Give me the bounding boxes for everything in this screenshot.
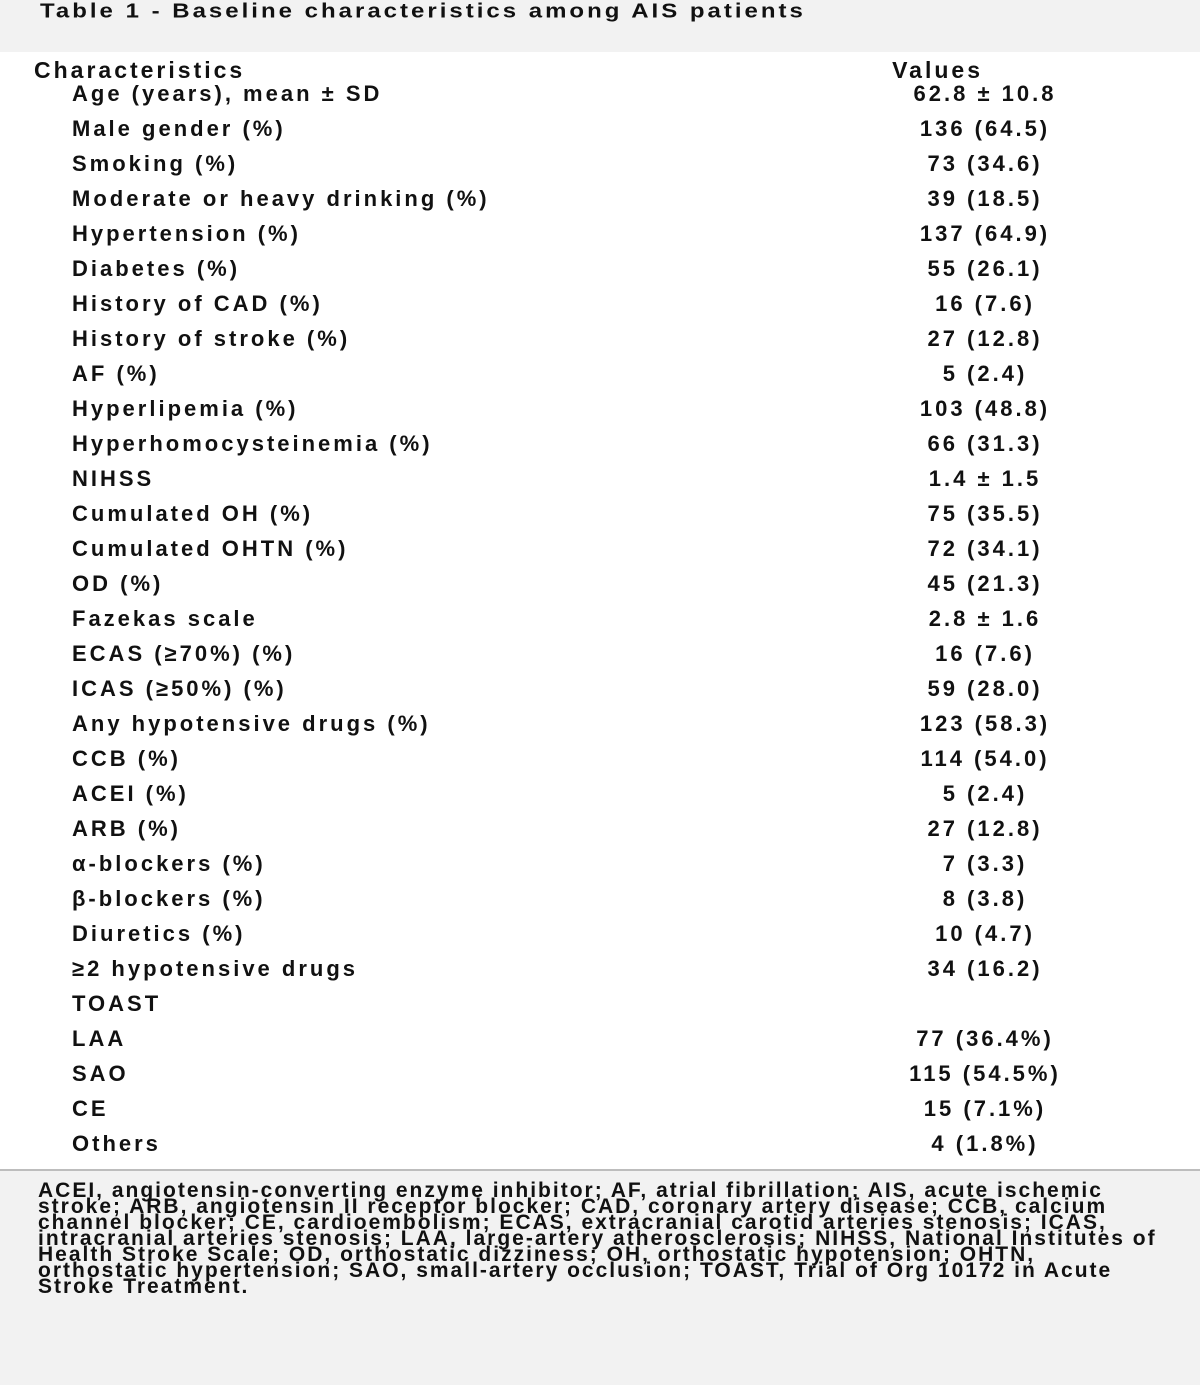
row-label: Diuretics (%) (72, 921, 246, 946)
table-row (0, 741, 1200, 776)
row-label: α-blockers (%) (72, 851, 266, 876)
row-value: 103 (48.8) (919, 396, 1051, 421)
row-value: 10 (4.7) (935, 921, 1035, 946)
row-label: CCB (%) (72, 746, 181, 771)
row-value: 77 (36.4%) (916, 1026, 1054, 1051)
row-label: Male gender (%) (72, 116, 286, 141)
row-value: 27 (12.8) (927, 326, 1043, 351)
table-row (0, 1126, 1200, 1161)
row-value: 34 (16.2) (927, 956, 1043, 981)
row-label: TOAST (72, 991, 162, 1016)
table-row (0, 986, 1200, 1021)
table-row (0, 461, 1200, 496)
row-value: 73 (34.6) (927, 151, 1043, 176)
row-value: 27 (12.8) (927, 816, 1043, 841)
row-value: 115 (54.5%) (909, 1061, 1061, 1086)
row-label: OD (%) (72, 571, 164, 596)
table-row (0, 601, 1200, 636)
row-label: History of CAD (%) (72, 291, 323, 316)
row-label: ECAS (≥70%) (%) (72, 641, 296, 666)
row-value: 59 (28.0) (927, 676, 1043, 701)
table-row (0, 566, 1200, 601)
table-row (0, 111, 1200, 146)
row-label: ICAS (≥50%) (%) (72, 676, 287, 701)
row-label: ACEI (%) (72, 781, 189, 806)
row-value: 62.8 ± 10.8 (913, 81, 1057, 106)
row-label: ≥2 hypotensive drugs (72, 956, 359, 981)
table-row (0, 251, 1200, 286)
header-values: Values (892, 57, 983, 83)
header-characteristics: Characteristics (34, 57, 246, 83)
row-label: ARB (%) (72, 816, 181, 841)
table-footnote (0, 1171, 1200, 1385)
table-row (0, 881, 1200, 916)
row-label: NIHSS (72, 466, 155, 491)
row-label: Diabetes (%) (72, 256, 241, 281)
row-label: Smoking (%) (72, 151, 239, 176)
table-row (0, 356, 1200, 391)
table-row (0, 951, 1200, 986)
row-value: 16 (7.6) (935, 641, 1035, 666)
row-value: 136 (64.5) (919, 116, 1051, 141)
baseline-table (0, 52, 1200, 1170)
row-value: 75 (35.5) (927, 501, 1043, 526)
table-row (0, 496, 1200, 531)
table-row (0, 846, 1200, 881)
row-label: LAA (72, 1026, 127, 1051)
row-value: 72 (34.1) (927, 536, 1043, 561)
row-value: 137 (64.9) (919, 221, 1051, 246)
table-caption-text: Table 1 - Baseline characteristics among AIS patients (40, 0, 806, 23)
row-value: 55 (26.1) (927, 256, 1043, 281)
row-label: Any hypotensive drugs (%) (72, 711, 431, 736)
table-row (0, 181, 1200, 216)
row-label: History of stroke (%) (72, 326, 351, 351)
row-label: CE (72, 1096, 109, 1121)
table-row (0, 811, 1200, 846)
row-value: 16 (7.6) (935, 291, 1035, 316)
row-label: SAO (72, 1061, 129, 1086)
row-label: Hyperlipemia (%) (72, 396, 299, 421)
table-row (0, 1091, 1200, 1126)
footnote-text: ACEI, angiotensin-converting enzyme inhibitor; AF, atrial fibrillation; AIS, acute ischemic stroke; ARB, angiotensin II receptor blocker; CAD, coronary artery disease; CCB, calcium channel blocker; CE, cardioembolism; ECAS, extracranial carotid arteries stenosis; ICAS, intracranial arteries stenosis; LAA, large-artery atherosclerosis; NIHSS, National Institutes of Health Stroke Scale; OD, orthostatic dizziness; OH, orthostatic hypotension; OHTN, orthostatic hypertension; SAO, small-artery occlusion; TOAST, Trial of Org 10172 in Acute Stroke Treatment. (38, 1179, 1157, 1298)
table-row (0, 776, 1200, 811)
row-value: 4 (1.8%) (931, 1131, 1039, 1156)
table-row (0, 321, 1200, 356)
table-row (0, 636, 1200, 671)
row-value: 123 (58.3) (919, 711, 1051, 736)
row-value: 1.4 ± 1.5 (928, 466, 1042, 491)
table-row (0, 286, 1200, 321)
row-value: 39 (18.5) (927, 186, 1043, 211)
row-label: Cumulated OH (%) (72, 501, 314, 526)
row-label: Hypertension (%) (72, 221, 301, 246)
row-label: β-blockers (%) (72, 886, 266, 911)
row-label: Age (years), mean ± SD (72, 81, 383, 106)
table-row (0, 216, 1200, 251)
row-label: Cumulated OHTN (%) (72, 536, 349, 561)
row-value: 7 (3.3) (942, 851, 1028, 876)
table-caption (6, 0, 1196, 52)
row-value: 15 (7.1%) (923, 1096, 1047, 1121)
table-row (0, 531, 1200, 566)
table-row (0, 391, 1200, 426)
row-value: 66 (31.3) (927, 431, 1043, 456)
table-row (0, 76, 1200, 111)
table-row (0, 706, 1200, 741)
table-row (0, 1056, 1200, 1091)
table-row (0, 146, 1200, 181)
table-row (0, 916, 1200, 951)
row-value: 5 (2.4) (942, 781, 1028, 806)
row-label: AF (%) (72, 361, 160, 386)
row-label: Hyperhomocysteinemia (%) (72, 431, 433, 456)
row-value: 5 (2.4) (942, 361, 1028, 386)
row-label: Moderate or heavy drinking (%) (72, 186, 490, 211)
table-row (0, 426, 1200, 461)
row-value: 8 (3.8) (942, 886, 1028, 911)
row-value: 45 (21.3) (927, 571, 1043, 596)
row-value: 114 (54.0) (920, 746, 1050, 771)
row-label: Others (72, 1131, 161, 1156)
row-value: 2.8 ± 1.6 (928, 606, 1042, 631)
row-label: Fazekas scale (72, 606, 258, 631)
table-row (0, 671, 1200, 706)
table-row (0, 1021, 1200, 1056)
